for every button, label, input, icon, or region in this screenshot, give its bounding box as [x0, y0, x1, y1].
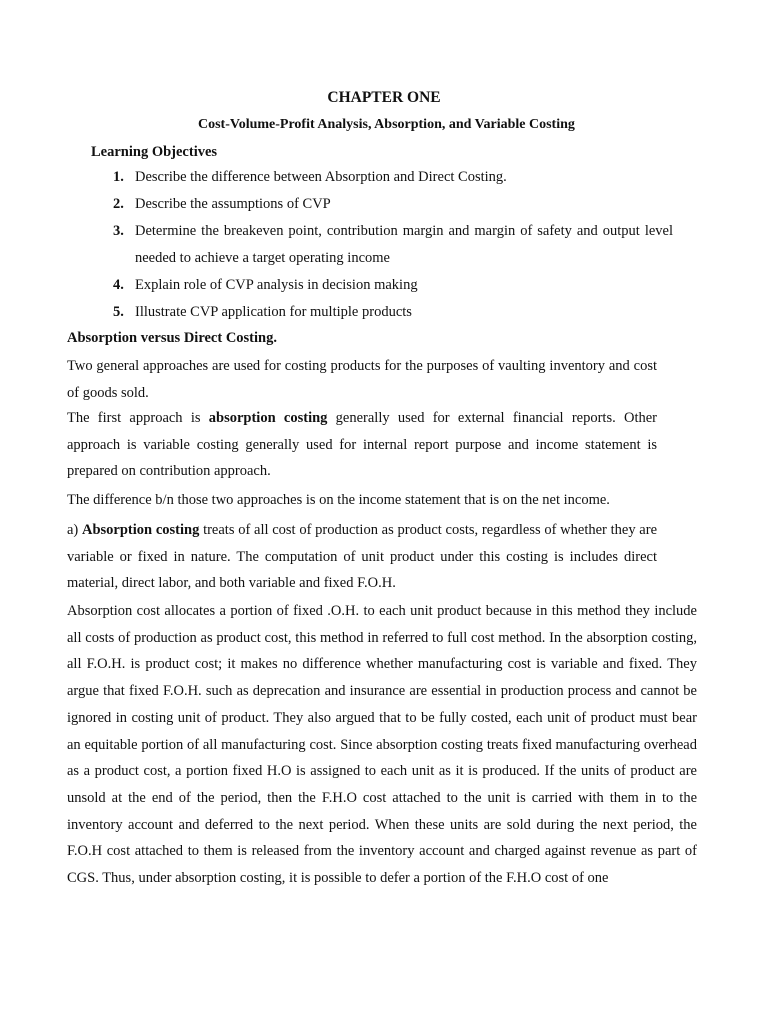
objective-text: Explain role of CVP analysis in decision making: [135, 277, 418, 293]
objective-number: 2.: [113, 196, 124, 212]
objective-text: Describe the difference between Absorption and Direct Costing.: [135, 169, 507, 185]
paragraph-text: The first approach is: [67, 410, 209, 426]
paragraph-difference: The difference b/n those two approaches is on the income statement that is on the net income.: [67, 492, 610, 508]
objective-item-5: [113, 299, 673, 326]
paragraph-absorption-cost: Absorption cost allocates a portion of fixed .O.H. to each unit product because in this method they include all costs of production as product cost, this method in referred to full cost method. In the absorption costing, all F.O.H. is product cost; it makes no difference whether manufacturing cost is variable and fixed. They argue that fixed F.O.H. such as deprecation and insurance are essential in production process and cannot be ignored in costing unit of product. They also argued that to be fully costed, each unit of product must bear an equitable portion of all manufacturing cost. Since absorption costing treats fixed manufacturing overhead as a product cost, a portion fixed H.O is assigned to each unit as it is produced. If the units of product are unsold at the end of the period, then the F.H.O cost attached to the unit is carried with them in to the inventory account and deferred to the next period. When these units are sold during the next period, the F.O.H cost attached to them is released from the inventory account and charged against revenue as part of CGS. Thus, under absorption costing, it is possible to defer a portion of the F.H.O cost of one: [67, 603, 697, 887]
objective-number: 3.: [113, 223, 124, 239]
objective-number: 4.: [113, 277, 124, 293]
objective-item-3: [113, 218, 673, 272]
list-marker: a): [67, 522, 82, 538]
chapter-subtitle: Cost-Volume-Profit Analysis, Absorption, and Variable Costing: [198, 117, 575, 132]
objective-item-4: [113, 272, 673, 299]
learning-objectives-heading: Learning Objectives: [91, 144, 218, 160]
objective-text: Describe the assumptions of CVP: [135, 196, 331, 212]
objective-number: 5.: [113, 304, 124, 320]
section-heading: Absorption versus Direct Costing.: [67, 330, 277, 346]
objective-number: 1.: [113, 169, 124, 185]
paragraph-text: generally used for external financial reports. Other approach is variable costing generally used for internal report purpose and income statement is prepared on contribution approach.: [67, 410, 657, 480]
objective-item-1: [113, 164, 673, 191]
objective-item-2: [113, 191, 673, 218]
objective-text: Determine the breakeven point, contribution margin and margin of safety and output level needed to achieve a target operating income: [135, 223, 673, 266]
paragraph-text: treats of all cost of production as product costs, regardless of whether they are variable or fixed in nature. The computation of unit product under this costing is includes direct material, direct labor, and both variable and fixed F.O.H.: [67, 522, 658, 592]
term-absorption-costing: Absorption costing: [82, 522, 200, 538]
objective-text: Illustrate CVP application for multiple products: [135, 304, 412, 320]
paragraph-absorption-definition: [67, 517, 657, 597]
term-absorption-costing: absorption costing: [208, 410, 328, 426]
chapter-title: CHAPTER ONE: [327, 89, 441, 106]
paragraph-first-approach: [67, 405, 657, 485]
paragraph-approaches: Two general approaches are used for costing products for the purposes of vaulting inventory and cost of goods sold.: [67, 358, 657, 401]
